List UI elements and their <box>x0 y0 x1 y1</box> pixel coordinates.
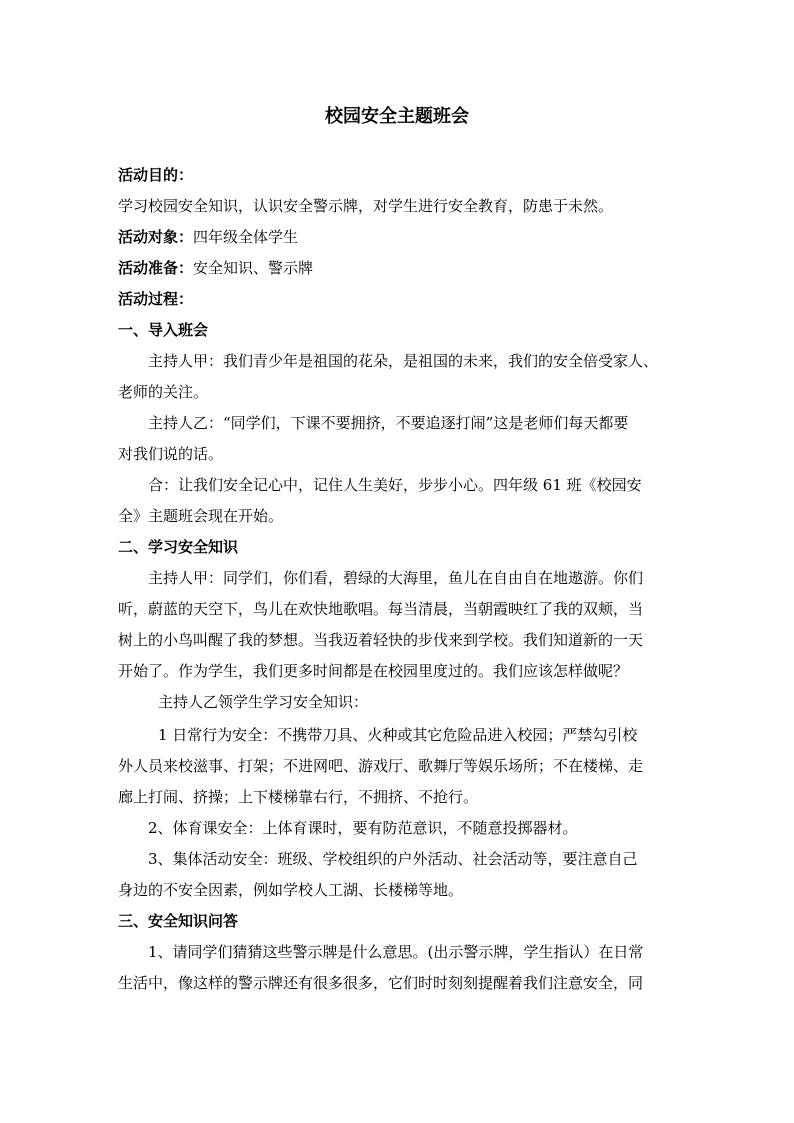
audience-label: 活动对象： <box>118 228 194 246</box>
paragraph-line: 全》主题班会现在开始。 <box>118 507 284 525</box>
paragraph-line: 生活中，像这样的警示牌还有很多很多，它们时时刻刻提醒着我们注意安全，同 <box>118 974 644 992</box>
preparation-label: 活动准备： <box>118 259 194 277</box>
paragraph-line: 廊上打闹、挤操；上下楼梯靠右行，不拥挤、不抢行。 <box>118 788 479 806</box>
paragraph-line: 主持人乙：“同学们，下课不要拥挤，不要追逐打闹”这是老师们每天都要 <box>148 414 629 432</box>
paragraph-line: 听，蔚蓝的天空下，鸟儿在欢快地歌唱。每当清晨，当朝霞映红了我的双颊，当 <box>118 600 644 618</box>
section-heading-3: 三、安全知识问答 <box>118 912 239 930</box>
paragraph-line: 对我们说的话。 <box>118 445 224 463</box>
paragraph-line: 开始了。作为学生，我们更多时间都是在校园里度过的。我们应该怎样做呢？ <box>118 662 629 680</box>
preparation-line <box>118 256 313 280</box>
section-heading-process: 活动过程： <box>118 290 194 308</box>
section-heading-2: 二、学习安全知识 <box>118 538 239 556</box>
section-heading-1: 一、导入班会 <box>118 321 209 339</box>
purpose-text: 学习校园安全知识，认识安全警示牌，对学生进行安全教育，防患于未然。 <box>118 197 614 215</box>
list-item-2: 2、体育课安全：上体育课时，要有防范意识，不随意投掷器材。 <box>148 819 578 837</box>
paragraph-line: 树上的小鸟叫醒了我的梦想。当我迈着轻快的步伐来到学校。我们知道新的一天 <box>118 631 644 649</box>
paragraph-line: 身边的不安全因素，例如学校人工湖、长楼梯等地。 <box>118 881 464 899</box>
section-heading-purpose: 活动目的： <box>118 166 194 184</box>
paragraph-line: 合：让我们安全记心中，记住人生美好，步步小心。四年级 61 班《校园安 <box>148 476 642 494</box>
audience-value: 四年级全体学生 <box>193 228 299 246</box>
paragraph-line: 主持人乙领学生学习安全知识： <box>158 693 369 711</box>
document-title: 校园安全主题班会 <box>325 106 469 127</box>
list-item-3: 3、集体活动安全：班级、学校组织的户外活动、社会活动等，要注意自己 <box>148 850 638 868</box>
paragraph-line: 老师的关注。 <box>118 383 209 401</box>
audience-line <box>118 225 298 249</box>
quiz-item-1: 1、请同学们猜猜这些警示牌是什么意思。(出示警示牌，学生指认）在日常 <box>148 943 644 961</box>
paragraph-line: 外人员来校滋事、打架；不进网吧、游戏厅、歌舞厅等娱乐场所；不在楼梯、走 <box>118 757 644 775</box>
paragraph-line: 主持人甲：我们青少年是祖国的花朵，是祖国的未来，我们的安全倍受家人、 <box>148 352 659 370</box>
paragraph-line: 主持人甲：同学们，你们看，碧绿的大海里，鱼儿在自由自在地遨游。你们 <box>148 569 644 587</box>
preparation-value: 安全知识、警示牌 <box>193 259 314 277</box>
list-item-1: 1 日常行为安全：不携带刀具、火种或其它危险品进入校园；严禁勾引校 <box>158 726 638 744</box>
